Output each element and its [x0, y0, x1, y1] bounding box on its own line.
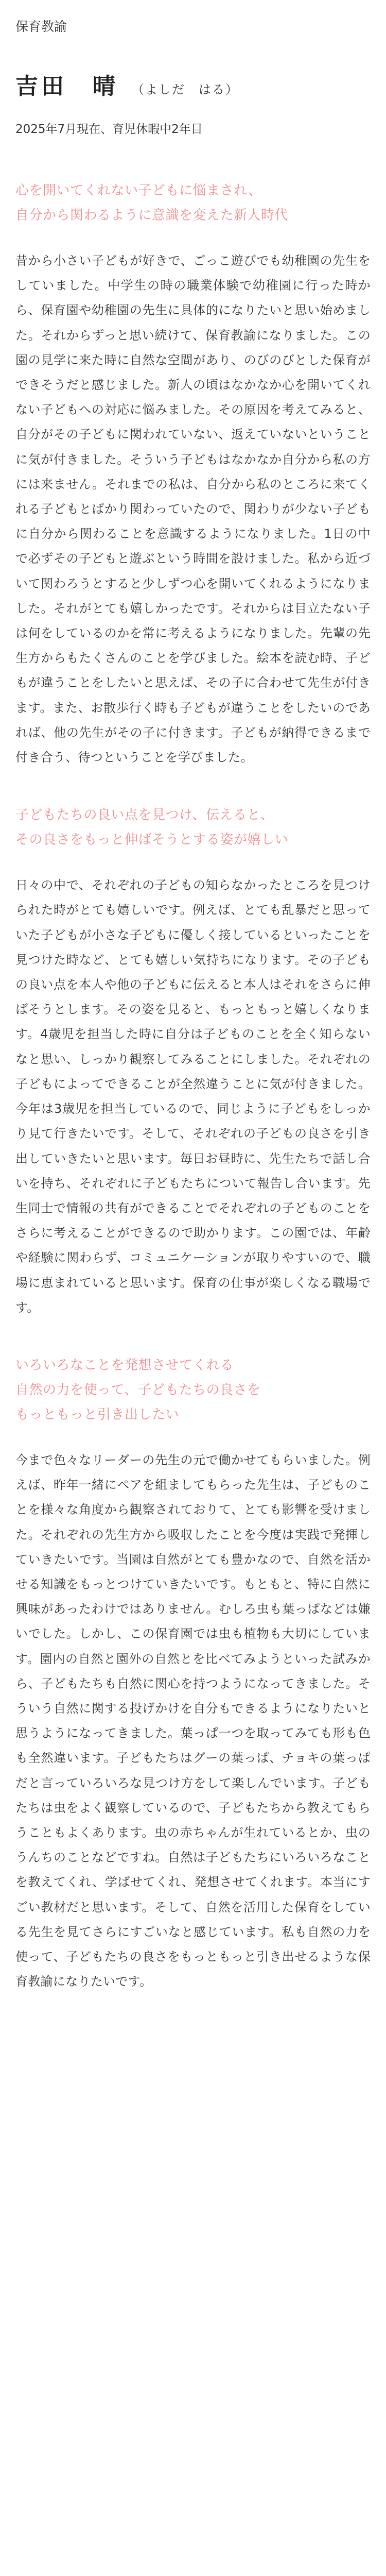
- section-heading-line: 心を開いてくれない子どもに悩まされ、: [15, 183, 262, 198]
- interview-section-1: [15, 178, 371, 770]
- staff-status: 2025年7月現在、育児休暇中2年目: [15, 123, 203, 136]
- section-heading: [15, 1353, 371, 1427]
- section-body: 日々の中で、それぞれの子どもの知らなかったところを見つけられた時がとても嬉しいです。例えば、とても乱暴だと思っていた子どもが小さな子どもに優しく接しているといったことを見つけた時など、とても嬉しい気持ちになります。その子どもの良い点を本人や他の子どもに伝えると本人はそれをさらに伸ばそうとします。その姿を見ると、もっともっと嬉しくなります。4歳児を担当した時に自分は子どものことを全く知らないなと思い、しっかり観察してみることにしました。それぞれの子どもによってできることが全然違うことに気が付きました。今年は3歳児を担当しているので、同じように子どもをしっかり見て行きたいです。そして、それぞれの子どもの良さを引き出していきたいと思います。毎日お昼時に、先生たちで話し合いを持ち、それぞれに子どもたちについて報告し合います。先生同士で情報の共有ができることでそれぞれの子どものことをさらに考えることができるので助かります。この園では、年齢や経験に関わらず、コミュニケーションが取りやすいので、職場に恵まれていると思います。保育の仕事が楽しくなる職場です。: [15, 878, 371, 1315]
- section-heading-line: もっともっと引き出したい: [15, 1406, 180, 1422]
- staff-name: 吉田 晴: [15, 73, 118, 99]
- section-heading-line: 自然の力を使って、子どもたちの良さを: [15, 1382, 261, 1398]
- staff-name-reading: （よしだ はる）: [132, 82, 239, 97]
- section-heading-line: その良さをもっと伸ばそうとする姿が嬉しい: [15, 832, 289, 848]
- section-heading: [15, 178, 371, 228]
- interview-section-2: [15, 803, 371, 1320]
- section-body: 昔から小さい子どもが好きで、ごっこ遊びでも幼稚園の先生をしていました。中学生の時の職業体験で幼稚園に行った時から、保育園や幼稚園の先生に具体的になりたいと思い始めました。それからずっと思い続けて、保育教諭になりました。この園の見学に来た時に自然な空間があり、のびのびとした保育ができそうだと感じました。新人の頃はなかなか心を開いてくれない子どもへの対応に悩みました。その原因を考えてみると、自分がその子どもに関われていない、返えていないということに気が付きました。そういう子どもはなかなか自分から私の方には来ません。それまでの私は、自分から私のところに来てくれる子どもとばかり関わっていたので、関わりが少ない子どもに自分から関わることを意識するようになりました。1日の中で必ずその子どもと遊ぶという時間を設けました。私から近づいて関わろうとすると少しずつ心を開いてくれるようになりました。それがとても嬉しかったです。それからは目立たない子は何をしているのかを常に考えるようになりました。先輩の先生方からもたくさんのことを学びました。絵本を読む時、子どもが違うことをしたいと思えば、その子に合わせて先生が付きます。また、お散歩行く時も子どもが違うことをしたいのであれば、他の先生がその子に付きます。子どもが納得できるまで付き合う、待つということを学びました。: [15, 253, 371, 765]
- job-title: 保育教諭: [15, 19, 67, 34]
- section-body: 今まで色々なリーダーの先生の元で働かせてもらいました。例えば、昨年一緒にペアを組ましてもらった先生は、子どものことを様々な角度から観察されておりて、とても影響を受けました。それぞれの先生方から吸収したことを今度は実践で発揮していきたいです。当園は自然がとても豊かなので、自然を活かせる知識をもっとつけていきたいです。もともと、特に自然に興味があったわけではありません。むしろ虫も葉っぱなどは嫌いでした。しかし、この保育園では虫も植物も大切にしています。園内の自然と園外の自然とを比べてみようといった試みから、子どもたちも自然に関心を持つようになってきました。そういう自然に関する投げかけを自分もできるようになりたいと思うようになってきました。葉っぱ一つを取ってみても形も色も全然違います。子どもたちはグーの葉っぱ、チョキの葉っぱだと言っていろいろな見つけ方をして楽しんでいます。子どもたちは虫をよく観察しているので、子どもたちから教えてもらうこともよくあります。虫の赤ちゃんが生れているとか、虫のうんちのことなどですね。自然は子どもたちにいろいろなことを教えてくれ、学ばせてくれ、発想させてくれます。本当にすごい教材だと思います。そして、自然を活用した保育をしている先生を見てさらにすごいなと感じています。私も自然の力を使って、子どもたちの良さをもっともっと引き出せるような保育教諭になりたいです。: [15, 1452, 371, 1989]
- section-heading-line: いろいろなことを発想させてくれる: [15, 1357, 234, 1373]
- interview-section-3: [15, 1353, 371, 1994]
- staff-name-line: [15, 72, 371, 101]
- section-heading-line: 子どもたちの良い点を見つけ、伝えると、: [15, 807, 274, 823]
- section-heading-line: 自分から関わるように意識を変えた新人時代: [15, 208, 289, 223]
- section-heading: [15, 803, 371, 852]
